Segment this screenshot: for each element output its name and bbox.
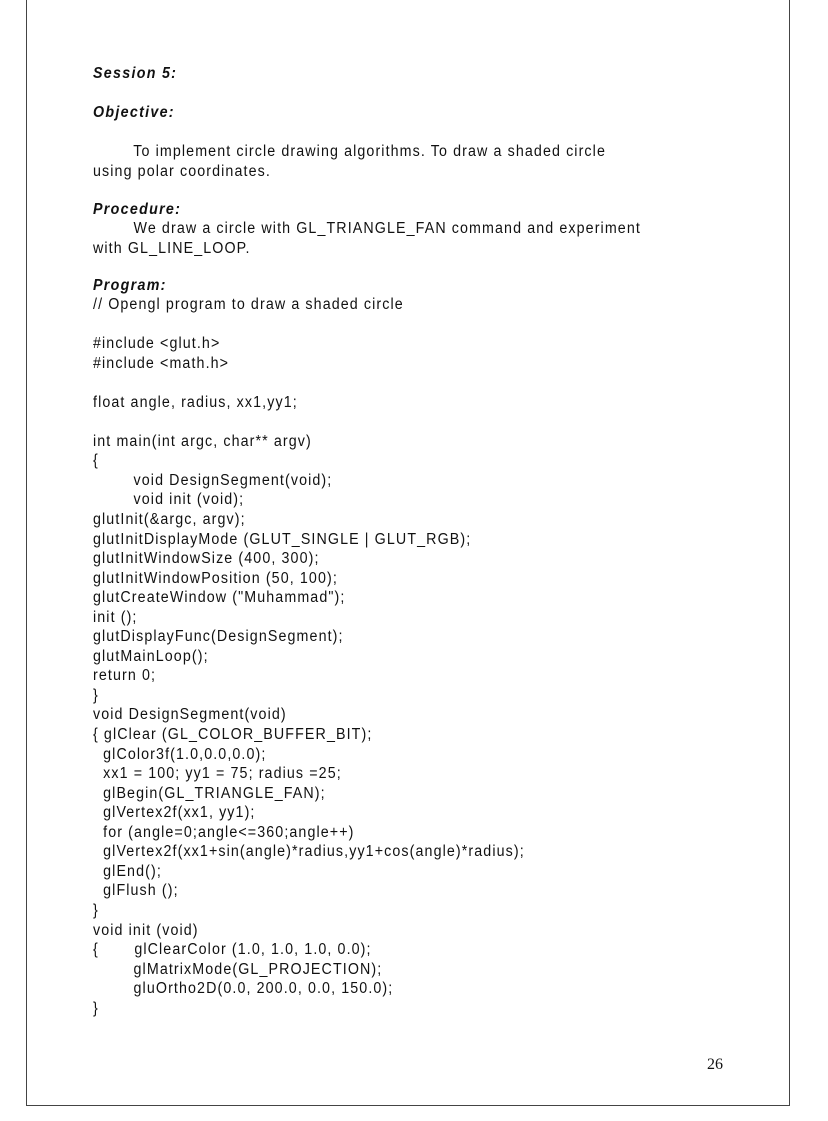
code-line: glutDisplayFunc(DesignSegment); <box>93 628 344 646</box>
code-line: { glClear (GL_COLOR_BUFFER_BIT); <box>93 726 373 744</box>
code-line: xx1 = 100; yy1 = 75; radius =25; <box>93 765 342 783</box>
code-line: glVertex2f(xx1, yy1); <box>93 804 256 822</box>
program-heading: Program: <box>93 277 167 294</box>
code-line: int main(int argc, char** argv) <box>93 432 312 450</box>
code-line: float angle, radius, xx1,yy1; <box>93 393 298 411</box>
session-title: Session 5: <box>93 65 178 82</box>
code-line: glutMainLoop(); <box>93 647 209 665</box>
code-line: void init (void); <box>93 491 245 509</box>
code-line: glutInitWindowSize (400, 300); <box>93 550 320 568</box>
page-number: 26 <box>707 1056 723 1073</box>
code-line: } <box>93 999 99 1017</box>
code-line: glMatrixMode(GL_PROJECTION); <box>93 960 383 978</box>
procedure-line-1: We draw a circle with GL_TRIANGLE_FAN command and experiment <box>93 220 641 237</box>
objective-line-2: using polar coordinates. <box>93 162 271 180</box>
code-line: glVertex2f(xx1+sin(angle)*radius,yy1+cos(angle)*radius); <box>93 843 525 861</box>
code-line: glColor3f(1.0,0.0,0.0); <box>93 745 267 763</box>
code-line: for (angle=0;angle<=360;angle++) <box>93 823 355 841</box>
code-line: gluOrtho2D(0.0, 200.0, 0.0, 150.0); <box>93 980 394 998</box>
code-line <box>93 373 700 393</box>
code-line: { <box>93 452 99 470</box>
code-line: return 0; <box>93 667 157 685</box>
code-line: void DesignSegment(void) <box>93 706 287 724</box>
code-line <box>93 315 700 335</box>
code-line: init (); <box>93 608 138 626</box>
code-line <box>93 412 700 432</box>
code-line: glFlush (); <box>93 882 179 900</box>
objective-line-1: To implement circle drawing algorithms. To draw a shaded circle <box>93 143 606 160</box>
program-code <box>93 295 700 1018</box>
code-line: #include <math.h> <box>93 354 230 372</box>
code-line: glutInit(&argc, argv); <box>93 511 246 529</box>
code-line: glutCreateWindow ("Muhammad"); <box>93 589 346 607</box>
code-line: // Opengl program to draw a shaded circle <box>93 296 404 313</box>
code-line: #include <glut.h> <box>93 335 221 353</box>
document-content <box>93 64 700 1018</box>
code-line: } <box>93 901 99 919</box>
code-line: } <box>93 686 99 704</box>
procedure-heading: Procedure: <box>93 201 182 218</box>
code-line: { glClearColor (1.0, 1.0, 1.0, 0.0); <box>93 941 372 959</box>
code-line: glutInitDisplayMode (GLUT_SINGLE | GLUT_RGB); <box>93 530 472 548</box>
code-line: void DesignSegment(void); <box>93 471 333 489</box>
objective-heading: Objective: <box>93 104 175 121</box>
code-line: glutInitWindowPosition (50, 100); <box>93 569 338 587</box>
code-line: glEnd(); <box>93 862 162 880</box>
procedure-line-2: with GL_LINE_LOOP. <box>93 239 251 257</box>
code-line: void init (void) <box>93 921 199 939</box>
code-line: glBegin(GL_TRIANGLE_FAN); <box>93 784 326 802</box>
